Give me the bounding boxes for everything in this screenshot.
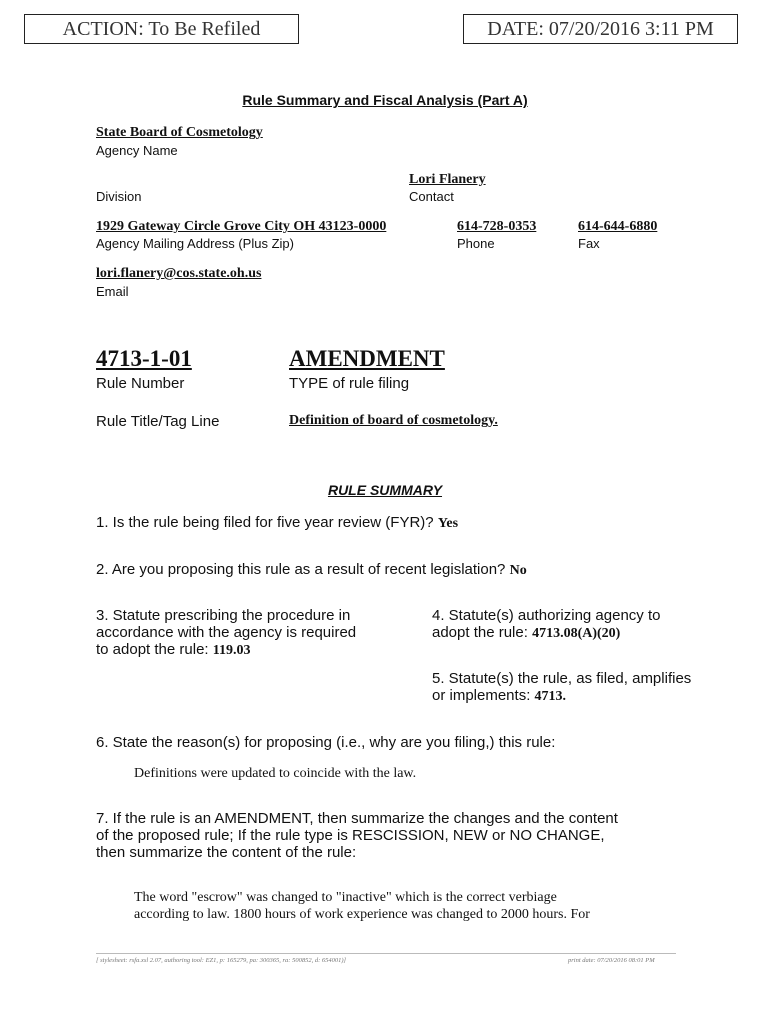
question-7-line-1: 7. If the rule is an AMENDMENT, then summarize the changes and the content: [96, 810, 618, 827]
question-2: [96, 561, 527, 579]
answer-7-line-1: The word "escrow" was changed to "inactive" which is the correct verbiage: [134, 890, 557, 905]
question-3-line-2: accordance with the agency is required: [96, 624, 357, 641]
action-text: ACTION: To Be Refiled: [62, 17, 261, 40]
question-2-text: 2. Are you proposing this rule as a result of recent legislation?: [96, 561, 506, 578]
footer-divider: [96, 953, 676, 954]
rule-title-label: Rule Title/Tag Line: [96, 413, 220, 430]
answer-5: 4713.: [534, 689, 567, 704]
answer-7: [134, 889, 734, 923]
date-box: [463, 14, 738, 44]
answer-1: Yes: [437, 516, 459, 531]
page-title: Rule Summary and Fiscal Analysis (Part A): [242, 92, 528, 108]
question-7-line-3: then summarize the content of the rule:: [96, 844, 357, 861]
date-text: DATE: 07/20/2016 3:11 PM: [487, 17, 714, 40]
question-1-text: 1. Is the rule being filed for five year review (FYR)?: [96, 514, 434, 531]
rule-summary-heading: RULE SUMMARY: [327, 482, 443, 498]
answer-7-line-2: according to law. 1800 hours of work experience was changed to 2000 hours. For: [134, 907, 590, 922]
answer-2: No: [509, 563, 527, 578]
action-box: [24, 14, 299, 44]
question-4-line-2: adopt the rule:: [432, 624, 528, 641]
question-5: [432, 670, 732, 705]
question-7: [96, 810, 716, 861]
email-label: Email: [96, 284, 129, 299]
contact-label: Contact: [409, 189, 454, 204]
rule-title: Definition of board of cosmetology.: [289, 413, 498, 428]
rule-type: AMENDMENT: [289, 346, 445, 371]
answer-6: Definitions were updated to coincide with the law.: [134, 766, 417, 781]
footer-print-date: print date: 07/20/2016 08:01 PM: [568, 957, 655, 964]
rule-number: 4713-1-01: [96, 346, 192, 371]
agency-name-label: Agency Name: [96, 143, 178, 158]
address-label: Agency Mailing Address (Plus Zip): [96, 236, 294, 251]
rule-type-label: TYPE of rule filing: [289, 375, 410, 392]
division-label: Division: [96, 189, 142, 204]
agency-name: State Board of Cosmetology: [96, 125, 263, 140]
question-1: [96, 514, 458, 532]
question-3-line-3: to adopt the rule:: [96, 641, 209, 658]
agency-email: lori.flanery@cos.state.oh.us: [96, 266, 262, 281]
contact-name: Lori Flanery: [409, 172, 486, 187]
question-4: [432, 607, 732, 642]
fax-label: Fax: [578, 236, 600, 251]
question-3: [96, 607, 396, 659]
answer-4: 4713.08(A)(20): [532, 626, 621, 641]
footer-stylesheet: [ stylesheet: rsfa.xsl 2.07, authoring tool: EZ1, p: 165279, pa: 300365, ra: 500852, d: 654001)]: [96, 957, 347, 964]
question-6: 6. State the reason(s) for proposing (i.e., why are you filing,) this rule:: [96, 734, 556, 751]
question-4-line-1: 4. Statute(s) authorizing agency to: [432, 607, 661, 624]
answer-3: 119.03: [212, 643, 251, 658]
agency-fax: 614-644-6880: [578, 219, 658, 234]
agency-address: 1929 Gateway Circle Grove City OH 43123-0000: [96, 219, 387, 234]
question-7-line-2: of the proposed rule; If the rule type is RESCISSION, NEW or NO CHANGE,: [96, 827, 605, 844]
question-5-line-1: 5. Statute(s) the rule, as filed, amplifies: [432, 670, 692, 687]
rule-number-label: Rule Number: [96, 375, 185, 392]
question-3-line-1: 3. Statute prescribing the procedure in: [96, 607, 351, 624]
question-5-line-2: or implements:: [432, 687, 531, 704]
agency-phone: 614-728-0353: [457, 219, 537, 234]
phone-label: Phone: [457, 236, 495, 251]
